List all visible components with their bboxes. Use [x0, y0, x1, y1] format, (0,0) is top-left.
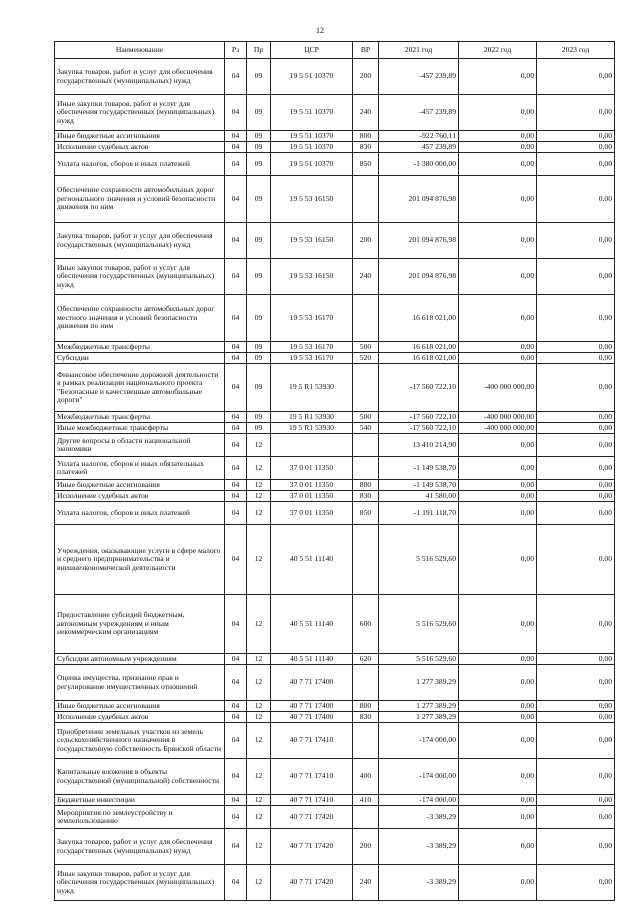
table-cell-pr: 12	[247, 434, 271, 457]
table-cell-pr: 09	[247, 353, 271, 364]
table-cell-y2022: 0,00	[459, 829, 537, 865]
table-cell-y2021: -3 389,29	[379, 806, 459, 829]
table-cell-rz: 04	[225, 353, 247, 364]
table-cell-y2021: -3 389,29	[379, 865, 459, 901]
table-cell-name: Иные межбюджетные трансферты	[55, 423, 225, 434]
table-cell-pr: 12	[247, 829, 271, 865]
table-cell-rz: 04	[225, 654, 247, 665]
table-cell-name: Межбюджетные трансферты	[55, 342, 225, 353]
table-row	[55, 131, 615, 142]
table-row	[55, 95, 615, 131]
table-cell-rz: 04	[225, 142, 247, 153]
table-cell-y2021: 16 618 021,00	[379, 353, 459, 364]
table-cell-y2023: 0,00	[537, 342, 615, 353]
table-cell-name: Оценка имущества, признание прав и регулирование имущественных отношений	[55, 665, 225, 701]
table-cell-csr: 19 5 R1 53930	[271, 412, 353, 423]
table-cell-csr: 19 5 53 16150	[271, 176, 353, 223]
header-2021: 2021 год	[379, 42, 459, 59]
table-cell-y2022: 0,00	[459, 457, 537, 480]
table-cell-y2023: 0,00	[537, 723, 615, 759]
table-cell-pr: 09	[247, 295, 271, 342]
table-cell-y2023: 0,00	[537, 806, 615, 829]
table-cell-y2021: 201 094 876,98	[379, 259, 459, 295]
table-cell-y2023: 0,00	[537, 423, 615, 434]
table-cell-y2022: 0,00	[459, 95, 537, 131]
table-cell-y2023: 0,00	[537, 665, 615, 701]
table-cell-vr: 540	[353, 423, 379, 434]
table-row	[55, 176, 615, 223]
table-cell-vr: 240	[353, 865, 379, 901]
table-cell-pr: 12	[247, 865, 271, 901]
table-cell-y2023: 0,00	[537, 701, 615, 712]
table-cell-rz: 04	[225, 434, 247, 457]
table-cell-y2022: 0,00	[459, 712, 537, 723]
table-cell-name: Иные бюджетные ассигнования	[55, 131, 225, 142]
table-row	[55, 595, 615, 654]
table-cell-y2022: 0,00	[459, 865, 537, 901]
table-cell-rz: 04	[225, 595, 247, 654]
table-cell-name: Закупка товаров, работ и услуг для обеспечения государственных (муниципальных) нужд	[55, 223, 225, 259]
table-cell-csr: 19 5 51 10370	[271, 142, 353, 153]
table-cell-y2023: 0,00	[537, 176, 615, 223]
table-header-row	[55, 42, 615, 59]
table-row	[55, 502, 615, 525]
table-cell-pr: 09	[247, 142, 271, 153]
table-cell-pr: 09	[247, 131, 271, 142]
table-cell-csr: 40 7 71 17410	[271, 723, 353, 759]
table-cell-vr: 600	[353, 595, 379, 654]
table-cell-rz: 04	[225, 525, 247, 595]
table-cell-pr: 09	[247, 342, 271, 353]
table-row	[55, 434, 615, 457]
table-cell-csr: 37 0 01 11350	[271, 457, 353, 480]
table-cell-y2021: -174 000,00	[379, 723, 459, 759]
table-cell-pr: 12	[247, 665, 271, 701]
table-row	[55, 654, 615, 665]
table-cell-y2022: 0,00	[459, 342, 537, 353]
table-cell-csr: 40 5 51 11140	[271, 525, 353, 595]
table-cell-y2022: 0,00	[459, 153, 537, 176]
header-rz: Рз	[225, 42, 247, 59]
table-cell-rz: 04	[225, 491, 247, 502]
header-name: Наименование	[55, 42, 225, 59]
table-row	[55, 806, 615, 829]
table-cell-vr: 830	[353, 142, 379, 153]
table-cell-name: Исполнение судебных актов	[55, 491, 225, 502]
table-cell-y2023: 0,00	[537, 491, 615, 502]
table-cell-vr	[353, 364, 379, 412]
table-cell-rz: 04	[225, 723, 247, 759]
table-cell-name: Субсидии	[55, 353, 225, 364]
table-cell-csr: 37 0 01 11350	[271, 502, 353, 525]
table-row	[55, 491, 615, 502]
table-cell-y2022: -400 000 000,00	[459, 364, 537, 412]
table-cell-csr: 40 5 51 11140	[271, 595, 353, 654]
table-row	[55, 364, 615, 412]
table-cell-y2021: 16 618 021,00	[379, 295, 459, 342]
table-cell-csr	[271, 434, 353, 457]
table-cell-vr	[353, 295, 379, 342]
table-cell-y2021: 1 277 389,29	[379, 701, 459, 712]
table-cell-y2022: 0,00	[459, 295, 537, 342]
table-cell-vr: 200	[353, 223, 379, 259]
table-cell-pr: 12	[247, 480, 271, 491]
table-cell-csr: 19 5 53 16150	[271, 259, 353, 295]
table-cell-rz: 04	[225, 829, 247, 865]
table-cell-csr: 19 5 53 16170	[271, 353, 353, 364]
table-row	[55, 259, 615, 295]
table-cell-csr: 19 5 R1 53930	[271, 364, 353, 412]
table-cell-vr: 830	[353, 491, 379, 502]
table-cell-y2022: 0,00	[459, 176, 537, 223]
table-cell-y2021: -17 560 722,10	[379, 364, 459, 412]
table-cell-rz: 04	[225, 95, 247, 131]
table-cell-y2023: 0,00	[537, 759, 615, 795]
table-cell-name: Иные бюджетные ассигнования	[55, 701, 225, 712]
table-cell-rz: 04	[225, 259, 247, 295]
table-cell-y2021: -174 000,00	[379, 795, 459, 806]
table-cell-y2022: 0,00	[459, 665, 537, 701]
table-cell-y2023: 0,00	[537, 295, 615, 342]
table-cell-vr: 500	[353, 412, 379, 423]
table-cell-y2022: 0,00	[459, 59, 537, 95]
table-cell-vr: 830	[353, 712, 379, 723]
table-cell-csr: 19 5 53 16150	[271, 223, 353, 259]
table-cell-rz: 04	[225, 364, 247, 412]
table-cell-y2021: 457 239,89	[379, 142, 459, 153]
table-row	[55, 525, 615, 595]
table-row	[55, 480, 615, 491]
table-cell-y2023: 0,00	[537, 223, 615, 259]
table-row	[55, 759, 615, 795]
table-cell-y2023: 0,00	[537, 353, 615, 364]
table-cell-vr: 240	[353, 95, 379, 131]
table-cell-name: Закупка товаров, работ и услуг для обеспечения государственных (муниципальных) нужд	[55, 59, 225, 95]
table-cell-csr: 19 5 51 10370	[271, 131, 353, 142]
table-cell-y2021: 201 094 876,98	[379, 223, 459, 259]
table-row	[55, 223, 615, 259]
table-cell-y2022: -400 000 000,00	[459, 423, 537, 434]
table-cell-pr: 09	[247, 176, 271, 223]
table-cell-name: Иные закупки товаров, работ и услуг для обеспечения государственных (муниципальных) нужд	[55, 865, 225, 901]
table-cell-y2023: 0,00	[537, 131, 615, 142]
table-cell-csr: 40 7 71 17420	[271, 829, 353, 865]
table-cell-vr: 500	[353, 342, 379, 353]
table-cell-csr: 37 0 01 11350	[271, 480, 353, 491]
table-cell-rz: 04	[225, 795, 247, 806]
table-cell-y2023: 0,00	[537, 153, 615, 176]
table-cell-y2023: 0,00	[537, 59, 615, 95]
table-cell-y2023: 0,00	[537, 95, 615, 131]
table-cell-y2021: -17 560 722,10	[379, 412, 459, 423]
table-cell-y2022: 0,00	[459, 491, 537, 502]
table-cell-rz: 04	[225, 806, 247, 829]
header-vr: ВР	[353, 42, 379, 59]
table-cell-pr: 09	[247, 412, 271, 423]
budget-table	[54, 41, 615, 901]
table-cell-vr: 410	[353, 795, 379, 806]
table-cell-rz: 04	[225, 502, 247, 525]
table-cell-name: Закупка товаров, работ и услуг для обеспечения государственных (муниципальных) нужд	[55, 829, 225, 865]
table-cell-csr: 19 5 R1 53930	[271, 423, 353, 434]
table-cell-y2021: -174 000,00	[379, 759, 459, 795]
table-cell-name: Исполнение судебных актов	[55, 712, 225, 723]
table-cell-y2023: 0,00	[537, 502, 615, 525]
table-cell-pr: 12	[247, 806, 271, 829]
table-cell-y2023: 0,00	[537, 654, 615, 665]
table-cell-y2021: 13 410 214,90	[379, 434, 459, 457]
table-row	[55, 712, 615, 723]
table-cell-rz: 04	[225, 701, 247, 712]
table-cell-y2021: 5 516 529,60	[379, 525, 459, 595]
table-cell-y2021: -3 389,29	[379, 829, 459, 865]
table-cell-y2022: 0,00	[459, 806, 537, 829]
table-cell-rz: 04	[225, 153, 247, 176]
table-row	[55, 353, 615, 364]
table-cell-y2022: 0,00	[459, 654, 537, 665]
table-cell-name: Уплата налогов, сборов и иных обязательных платежей	[55, 457, 225, 480]
table-cell-rz: 04	[225, 759, 247, 795]
table-cell-y2023: 0,00	[537, 457, 615, 480]
table-cell-pr: 09	[247, 223, 271, 259]
table-cell-y2021: 1 277 389,29	[379, 665, 459, 701]
table-cell-y2022: 0,00	[459, 701, 537, 712]
table-cell-vr	[353, 665, 379, 701]
table-cell-y2023: 0,00	[537, 434, 615, 457]
table-cell-pr: 12	[247, 491, 271, 502]
table-row	[55, 865, 615, 901]
table-cell-name: Иные закупки товаров, работ и услуг для обеспечения государственных (муниципальных) нужд	[55, 95, 225, 131]
table-cell-pr: 09	[247, 364, 271, 412]
table-cell-vr	[353, 434, 379, 457]
table-cell-name: Мероприятия по землеустройству и землепользованию	[55, 806, 225, 829]
table-cell-y2022: 0,00	[459, 502, 537, 525]
table-cell-csr: 40 7 71 17400	[271, 665, 353, 701]
table-row	[55, 295, 615, 342]
table-row	[55, 829, 615, 865]
table-cell-vr: 620	[353, 654, 379, 665]
header-pr: Пр	[247, 42, 271, 59]
table-cell-y2021: -1 149 538,70	[379, 457, 459, 480]
table-cell-pr: 09	[247, 153, 271, 176]
table-cell-csr: 19 5 53 16170	[271, 295, 353, 342]
table-cell-y2021: -457 239,89	[379, 59, 459, 95]
table-cell-pr: 12	[247, 712, 271, 723]
table-cell-name: Иные бюджетные ассигнования	[55, 480, 225, 491]
table-cell-name: Субсидии автономным учреждениям	[55, 654, 225, 665]
table-cell-pr: 12	[247, 654, 271, 665]
table-cell-vr: 520	[353, 353, 379, 364]
table-cell-name: Обеспечение сохранности автомобильных дорог регионального значения и условий безопасности движения по ним	[55, 176, 225, 223]
table-cell-y2021: 5 516 529,60	[379, 595, 459, 654]
table-cell-y2021: 16 618 021,00	[379, 342, 459, 353]
table-cell-y2021: -1 191 118,70	[379, 502, 459, 525]
table-cell-rz: 04	[225, 457, 247, 480]
table-cell-csr: 40 7 71 17400	[271, 701, 353, 712]
table-cell-y2022: 0,00	[459, 142, 537, 153]
table-cell-vr	[353, 723, 379, 759]
table-cell-vr	[353, 525, 379, 595]
table-cell-name: Финансовое обеспечение дорожной деятельности в рамках реализации национального проекта "Безопасные и качественные автомобильные дороги"	[55, 364, 225, 412]
table-cell-y2021: -922 760,11	[379, 131, 459, 142]
table-cell-vr: 400	[353, 759, 379, 795]
table-cell-pr: 12	[247, 701, 271, 712]
table-cell-vr	[353, 806, 379, 829]
table-cell-vr: 200	[353, 829, 379, 865]
table-cell-pr: 09	[247, 59, 271, 95]
page-number: 12	[316, 26, 324, 35]
table-cell-name: Обеспечение сохранности автомобильных дорог местного значения и условий безопасности движения по ним	[55, 295, 225, 342]
table-cell-rz: 04	[225, 865, 247, 901]
table-cell-csr: 40 7 71 17410	[271, 759, 353, 795]
table-cell-y2021: -1 380 000,00	[379, 153, 459, 176]
table-cell-csr: 19 5 51 10370	[271, 153, 353, 176]
table-cell-vr	[353, 457, 379, 480]
table-cell-name: Приобретение земельных участков из земель сельскохозяйственного назначения в государственную собственность Брянской области	[55, 723, 225, 759]
table-cell-y2023: 0,00	[537, 525, 615, 595]
table-cell-rz: 04	[225, 423, 247, 434]
table-row	[55, 142, 615, 153]
table-cell-pr: 09	[247, 95, 271, 131]
table-cell-name: Исполнение судебных актов	[55, 142, 225, 153]
table-cell-csr: 19 5 51 10370	[271, 59, 353, 95]
table-row	[55, 59, 615, 95]
table-cell-name: Предоставление субсидий бюджетным, автономным учреждениям и иным некоммерческим организациям	[55, 595, 225, 654]
table-cell-y2023: 0,00	[537, 795, 615, 806]
table-cell-name: Межбюджетные трансферты	[55, 412, 225, 423]
table-cell-pr: 12	[247, 457, 271, 480]
table-cell-pr: 12	[247, 595, 271, 654]
table-cell-name: Уплата налогов, сборов и иных платежей	[55, 153, 225, 176]
table-cell-y2023: 0,00	[537, 259, 615, 295]
table-cell-y2022: 0,00	[459, 259, 537, 295]
table-cell-name: Капитальные вложения в объекты государственной (муниципальной) собственности	[55, 759, 225, 795]
table-cell-y2023: 0,00	[537, 480, 615, 491]
table-cell-vr: 200	[353, 59, 379, 95]
table-cell-name: Иные закупки товаров, работ и услуг для обеспечения государственных (муниципальных) нужд	[55, 259, 225, 295]
table-cell-rz: 04	[225, 59, 247, 95]
table-cell-y2022: 0,00	[459, 525, 537, 595]
table-cell-rz: 04	[225, 223, 247, 259]
table-cell-y2022: 0,00	[459, 131, 537, 142]
header-2022: 2022 год	[459, 42, 537, 59]
table-cell-vr: 800	[353, 701, 379, 712]
table-cell-rz: 04	[225, 412, 247, 423]
table-cell-vr: 850	[353, 502, 379, 525]
table-cell-rz: 04	[225, 295, 247, 342]
table-cell-pr: 12	[247, 795, 271, 806]
table-cell-pr: 12	[247, 759, 271, 795]
table-cell-rz: 04	[225, 665, 247, 701]
table-row	[55, 342, 615, 353]
table-cell-y2022: 0,00	[459, 723, 537, 759]
table-cell-pr: 12	[247, 723, 271, 759]
table-cell-y2021: -17 560 722,10	[379, 423, 459, 434]
table-cell-y2022: 0,00	[459, 795, 537, 806]
table-cell-csr: 40 7 71 17420	[271, 865, 353, 901]
table-cell-y2021: 41 580,00	[379, 491, 459, 502]
table-cell-csr: 40 5 51 11140	[271, 654, 353, 665]
table-cell-rz: 04	[225, 712, 247, 723]
table-cell-y2022: 0,00	[459, 595, 537, 654]
table-cell-rz: 04	[225, 131, 247, 142]
table-cell-y2022: 0,00	[459, 480, 537, 491]
table-row	[55, 457, 615, 480]
table-cell-y2023: 0,00	[537, 595, 615, 654]
table-cell-y2022: -400 000 000,00	[459, 412, 537, 423]
table-cell-csr: 40 7 71 17420	[271, 806, 353, 829]
table-cell-vr	[353, 176, 379, 223]
table-cell-name: Бюджетные инвестиции	[55, 795, 225, 806]
table-cell-csr: 19 5 53 16170	[271, 342, 353, 353]
table-cell-rz: 04	[225, 480, 247, 491]
table-cell-csr: 19 5 51 10370	[271, 95, 353, 131]
table-row	[55, 153, 615, 176]
table-cell-y2023: 0,00	[537, 412, 615, 423]
table-cell-pr: 09	[247, 423, 271, 434]
table-cell-y2021: 201 094 876,98	[379, 176, 459, 223]
table-cell-y2023: 0,00	[537, 364, 615, 412]
table-cell-rz: 04	[225, 176, 247, 223]
table-cell-y2023: 0,00	[537, 142, 615, 153]
table-cell-csr: 40 7 71 17400	[271, 712, 353, 723]
table-row	[55, 423, 615, 434]
table-cell-name: Другие вопросы в области национальной экономики	[55, 434, 225, 457]
table-cell-y2023: 0,00	[537, 865, 615, 901]
table-row	[55, 665, 615, 701]
table-cell-vr: 800	[353, 131, 379, 142]
table-cell-pr: 09	[247, 259, 271, 295]
table-cell-y2023: 0,00	[537, 829, 615, 865]
table-cell-name: Уплата налогов, сборов и иных платежей	[55, 502, 225, 525]
table-cell-y2021: 1 277 389,29	[379, 712, 459, 723]
table-cell-y2022: 0,00	[459, 353, 537, 364]
table-row	[55, 795, 615, 806]
table-cell-vr: 800	[353, 480, 379, 491]
table-cell-y2022: 0,00	[459, 434, 537, 457]
header-csr: ЦСР	[271, 42, 353, 59]
table-cell-csr: 40 7 71 17410	[271, 795, 353, 806]
header-2023: 2023 год	[537, 42, 615, 59]
table-cell-y2021: 5 516 529,60	[379, 654, 459, 665]
table-cell-y2021: -1 149 538,70	[379, 480, 459, 491]
table-cell-pr: 12	[247, 502, 271, 525]
table-cell-vr: 240	[353, 259, 379, 295]
table-cell-name: Учреждения, оказывающие услуги в сфере малого и среднего предпринимательства и внешнеэкономической деятельности	[55, 525, 225, 595]
table-row	[55, 701, 615, 712]
table-row	[55, 723, 615, 759]
table-cell-csr: 37 0 01 11350	[271, 491, 353, 502]
table-cell-y2022: 0,00	[459, 223, 537, 259]
table-cell-y2021: -457 239,89	[379, 95, 459, 131]
table-cell-vr: 850	[353, 153, 379, 176]
table-cell-y2023: 0,00	[537, 712, 615, 723]
table-row	[55, 412, 615, 423]
table-cell-pr: 12	[247, 525, 271, 595]
table-body	[55, 59, 615, 901]
table-cell-rz: 04	[225, 342, 247, 353]
table-cell-y2022: 0,00	[459, 759, 537, 795]
